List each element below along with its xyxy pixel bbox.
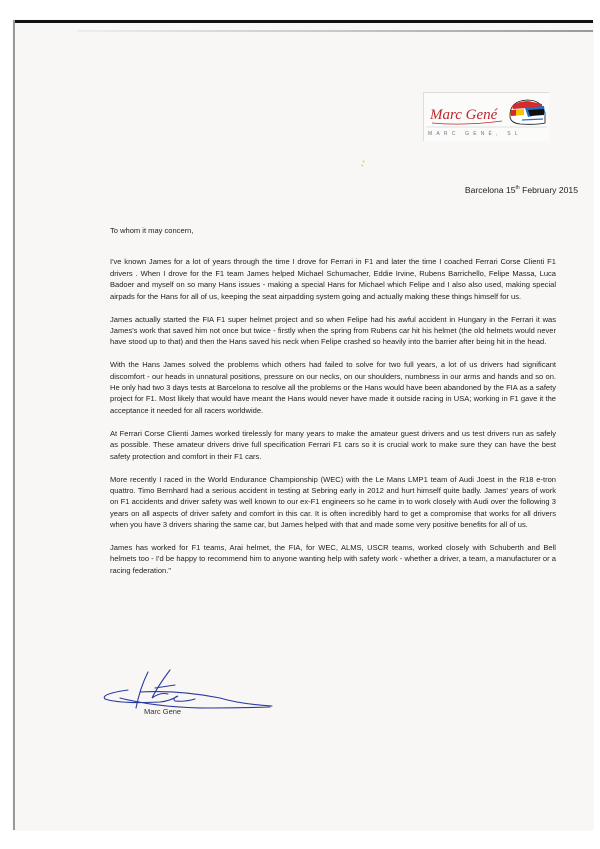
signer-name: Marc Gene [144,707,182,716]
paragraph: James actually started the FIA F1 super helmet project and so when Felipe had his awful accident in Hungary in the Ferrari it was James's work that saved him not once but twice - firstly when the spring from Rubens car hit his helmet (the old helmets would never have stood up to that) and then the Hans saved his neck when Felipe crashed so heavily into the barrier after being hit in the head. [110,314,556,347]
date-month-year: February 2015 [522,185,578,195]
paragraph: I've known James for a lot of years through the time I drove for Ferrari in F1 and later the time I coached Ferrari Corse Clienti F1 drivers . When I drove for the F1 team James helped Michael Schumacher, Eddie Irvine, Rubens Barrichello, Felipe Massa, Luca Badoer and myself on so many Hans issues - making a special Hans for Michael which Felipe and I also also used, making special airpads for the Hans for all of us, keeping the seat airpadding system going and actually making these things himself for us. [110,257,556,301]
logo-graphic [424,93,549,133]
header-divider [77,30,593,32]
paragraph: More recently I raced in the World Endurance Championship (WEC) with the Le Mans LMP1 team of Audi Joest in the R18 e-tron quattro. Timo Bernhard had a serious accident in testing at Sebring early in 2012 and hurt himself quite badly. James' years of work on F1 accidents and driver safety was well known to our ex-F1 engineers so he came in to work closely with Audi over the following 3 years on all aspects of driver safety and comfort in this car. It is often incredibly hard to get a compromise that works for all drivers when you have 3 drivers sharing the same car, but James helped with that and made some very positive benefits for all of us. [110,474,556,530]
letter-body [110,225,556,588]
logo-company-name: MARC GENÉ, SL [428,131,522,137]
date-day: 15 [505,185,516,195]
paragraph: With the Hans James solved the problems which others had failed to solve for two full years, a lot of us drivers had significant discomfort - our heads in unnatural positions, pressure on our necks, on our shoulders, numbness in our arms and hands and so on. He only had two 3 days tests at Barcelona to resolve all the problems or the Hans would have been abandoned by the FIA as a safety project for F1. Most likely that would have meant the Hans would never have made it outside racing in USA; working in F1 gave it the acceptance it needed for all racers worldwide. [110,360,556,415]
scan-speck [361,160,365,168]
handwritten-signature [100,668,280,713]
date-day-suffix: th [515,185,520,192]
top-rule [15,20,593,23]
logo-script-name: Marc Gené [430,107,498,123]
paragraph: At Ferrari Corse Clienti James worked tirelessly for many years to make the amateur guest drivers and us test drivers run as safely as possible. These amateur drivers drive full specification Ferrari F1 cars so it is crucial work to make sure they can have the best safety protection and comfort in their F1 cars. [110,428,556,461]
date-city: Barcelona [464,185,504,195]
letter-date [465,185,578,195]
helmet-icon [510,100,545,124]
signature-stroke [152,670,170,698]
paragraph: James has worked for F1 teams, Arai helmet, the FIA, for WEC, ALMS, USCR teams, worked closely with Schuberth and Bell helmets too - I'd be happy to recommend him to anyone wanting help with safety work - whether a driver, a team, a manufacturer or a racing federation." [110,543,556,575]
salutation: To whom it may concern, [110,226,194,235]
letterhead-logo [423,92,549,141]
